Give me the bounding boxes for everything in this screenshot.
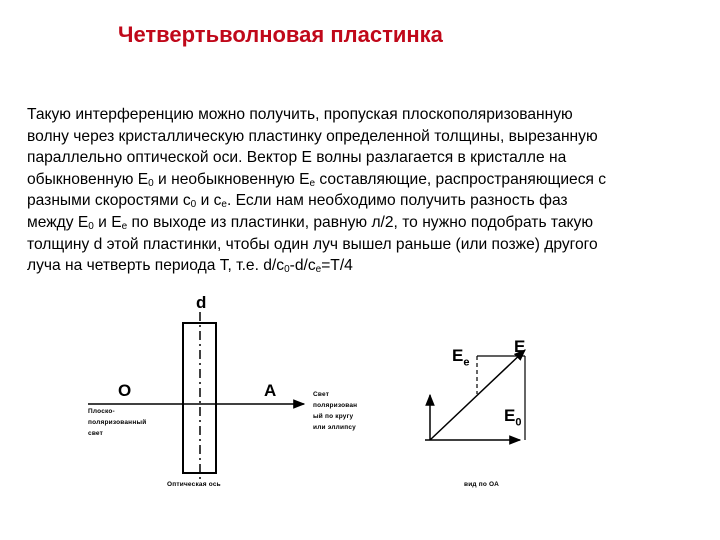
incident-light-label: Плоско- поляризованный свет	[88, 408, 147, 437]
e0-component-label: $E_0$	[504, 406, 522, 429]
paragraph-line: волну через кристаллическую пластинку определенной толщины, вырезанную	[27, 127, 598, 145]
output-light-label: Свет поляризован ый по кругу или эллипсу	[313, 391, 358, 431]
point-a-label: A	[264, 381, 277, 400]
ee-component-label: $E_e$	[452, 346, 470, 369]
paragraph-line: Такую интерференцию можно получить, пропуская плоскополяризованную	[27, 106, 573, 123]
e-vector-label: E	[514, 337, 526, 356]
view-label: вид по ОА	[464, 481, 500, 488]
paragraph-line: параллельно оптической оси. Вектор Е волны разлагается в кристалле на	[27, 149, 567, 167]
paragraph-line: толщину d этой пластинки, чтобы один луч вышел раньше (или позже) другого	[27, 235, 598, 253]
thickness-label: d	[196, 293, 207, 312]
point-o-label: O	[118, 381, 132, 400]
paragraph-line: между $Е_0$ и $Е_е$ по выходе из пластинки, равную л/2, то нужно подобрать такую	[27, 213, 594, 232]
paragraph-line: разными скоростями $с_0$ и $с_е$. Если нам необходимо получить разность фаз	[27, 192, 568, 211]
paragraph-line: обыкновенную $Е_0$ и необыкновенную $Е_е$ составляющие, распространяющиеся с	[27, 170, 607, 189]
paragraph-line: луча на четверть периода Т, т.е. $d/c_0-d/c_e=T/4$	[27, 257, 353, 276]
optical-axis-label: Оптическая ось	[167, 481, 221, 488]
slide-title: Четвертьволновая пластинка	[118, 22, 443, 47]
